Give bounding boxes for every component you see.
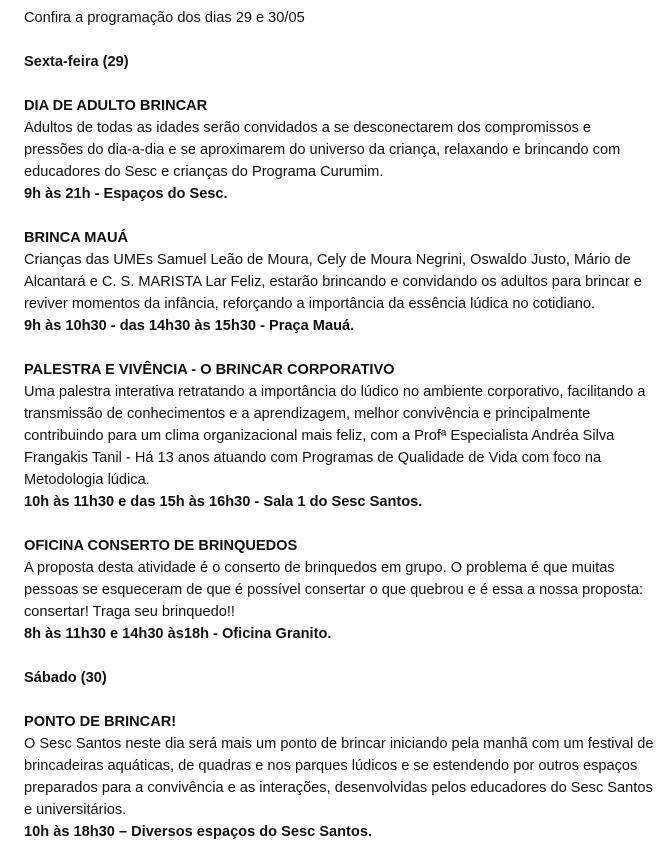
event-description-line: pressões do dia-a-dia e se aproximarem do universo da criança, relaxando e brincando com	[24, 142, 621, 158]
event-description-line: Metodologia lúdica.	[24, 472, 150, 488]
event-title: DIA DE ADULTO BRINCAR	[24, 98, 208, 114]
event-schedule: 8h às 11h30 e 14h30 às18h - Oficina Granito.	[24, 626, 332, 642]
event-dia-de-adulto-brincar	[24, 95, 654, 205]
spacer	[24, 73, 654, 95]
event-description-line: brincadeiras aquáticas, de quadras e nos parques lúdicos e se estendendo por outros espaços	[24, 758, 638, 774]
spacer	[24, 205, 654, 227]
event-ponto-de-brincar	[24, 711, 654, 843]
event-description-line: A proposta desta atividade é o conserto de brinquedos em grupo. O problema é que muitas	[24, 560, 615, 576]
spacer	[24, 337, 654, 359]
day-heading-friday: Sexta-feira (29)	[24, 54, 129, 70]
event-description-line: reviver momentos da infância, reforçando a importância da essência lúdica no cotidiano.	[24, 296, 596, 312]
event-title: PONTO DE BRINCAR!	[24, 714, 177, 730]
day-heading-saturday: Sábado (30)	[24, 670, 107, 686]
event-description-line: contribuindo para um clima organizacional mais feliz, com a Profª Especialista Andréa Silva	[24, 428, 615, 444]
spacer	[24, 645, 654, 667]
event-description-line: Frangakis Tanil - Há 13 anos atuando com Programas de Qualidade de Vida com foco na	[24, 450, 602, 466]
event-schedule: 9h às 10h30 - das 14h30 às 15h30 - Praça Mauá.	[24, 318, 355, 334]
event-oficina-conserto	[24, 535, 654, 645]
event-title: OFICINA CONSERTO DE BRINQUEDOS	[24, 538, 298, 554]
event-palestra-vivencia	[24, 359, 654, 513]
event-schedule: 9h às 21h - Espaços do Sesc.	[24, 186, 228, 202]
spacer	[24, 29, 654, 51]
event-description-line: preparados para a convivência e as interações, desenvolvidas pelos educadores do Sesc Santos	[24, 780, 653, 796]
spacer	[24, 513, 654, 535]
spacer	[24, 689, 654, 711]
event-description-line: e universitários.	[24, 802, 127, 818]
event-schedule: 10h às 11h30 e das 15h às 16h30 - Sala 1 do Sesc Santos.	[24, 494, 423, 510]
event-description-line: Crianças das UMEs Samuel Leão de Moura, Cely de Moura Negrini, Oswaldo Justo, Mário de	[24, 252, 631, 268]
intro-text: Confira a programação dos dias 29 e 30/05	[24, 10, 305, 26]
event-description-line: pessoas se esqueceram de que é possível consertar o que quebrou e é essa a nossa proposta:	[24, 582, 644, 598]
event-description-line: Alcantará e C. S. MARISTA Lar Feliz, estarão brincando e convidando os adultos para brincar e	[24, 274, 642, 290]
event-description-line: transmissão de conhecimentos e a aprendizagem, melhor convivência e principalmente	[24, 406, 591, 422]
event-description-line: Adultos de todas as idades serão convidados a se desconectarem dos compromissos e	[24, 120, 592, 136]
event-description-line: educadores do Sesc e crianças do Programa Curumim.	[24, 164, 384, 180]
event-description-line: O Sesc Santos neste dia será mais um ponto de brincar iniciando pela manhã com um festival de	[24, 736, 654, 752]
event-title: PALESTRA E VIVÊNCIA - O BRINCAR CORPORATIVO	[24, 362, 395, 378]
event-description-line: consertar! Traga seu brinquedo!!	[24, 604, 235, 620]
event-description-line: Uma palestra interativa retratando a importância do lúdico no ambiente corporativo, facilitando a	[24, 384, 646, 400]
event-title: BRINCA MAUÁ	[24, 230, 129, 246]
event-schedule: 10h às 18h30 – Diversos espaços do Sesc Santos.	[24, 824, 372, 840]
event-brinca-maua	[24, 227, 654, 337]
event-article	[24, 7, 654, 843]
